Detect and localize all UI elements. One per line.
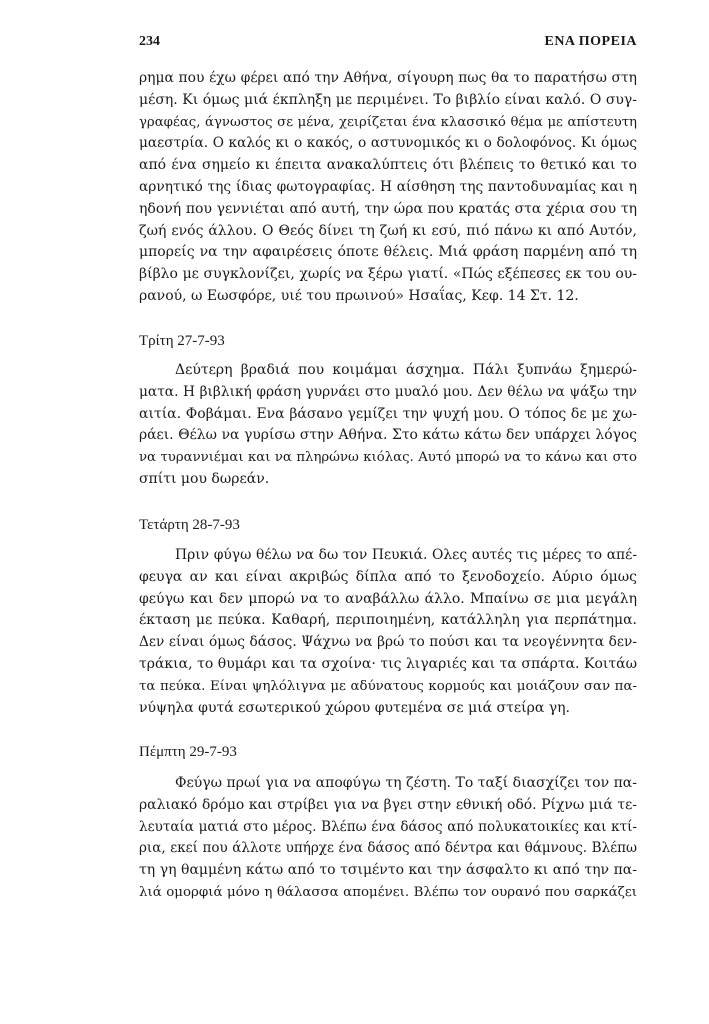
- text-line: λευταία ματιά στο μέρος. Βλέπω ένα δάσος από πολυκατοικίες και κτί-: [139, 818, 637, 835]
- text-line: ζωή ενός άλλου. Ο Θεός δίνει τη ζωή κι εσύ, πιό πάνω κι από Αυτόν,: [139, 222, 637, 239]
- text-line: φευγα αν και είναι ακριβώς δίπλα από το ξενοδοχείο. Αύριο όμως: [139, 568, 637, 585]
- text-line: να τυραννιέμαι και να πληρώνω κιόλας. Αυτό μπορώ να το κάνω και στο: [139, 450, 637, 466]
- running-head: [139, 34, 637, 54]
- text-line: από ένα σημείο κι έπειτα ανακαλύπτεις ότι βλέπεις το θετικό και το: [139, 157, 637, 174]
- continuation-paragraph: [139, 68, 637, 308]
- text-line: τη γη θαμμένη κάτω από το τσιμέντο και την άσφαλτο κι από την πα-: [139, 862, 637, 879]
- entry-date-heading: Τετάρτη 28-7-93: [139, 517, 240, 533]
- text-line: Φεύγω πρωί για να αποφύγω τη ζέστη. Το ταξί διασχίζει τον πα-: [175, 775, 637, 791]
- text-line: ματα. Η βιβλική φράση γυρνάει στο μυαλό μου. Δεν θέλω να ψάξω την: [139, 383, 637, 400]
- text-line: ηδονή που γεννιέται από αυτή, την ώρα που κρατάς στα χέρια σου τη: [139, 200, 637, 217]
- page-number: 234: [139, 34, 160, 49]
- diary-entry: [139, 545, 637, 719]
- text-line: Πριν φύγω θέλω να δω τον Πευκιά. Ολες αυτές τις μέρες το απέ-: [175, 547, 637, 563]
- text-line: αρνητικό της ίδιας φωτογραφίας. Η αίσθηση της παντοδυναμίας και η: [139, 178, 637, 195]
- text-line: ρια, εκεί που άλλοτε υπήρχε ένα δάσος από δέντρα και θάμνους. Βλέπω: [139, 840, 637, 857]
- text-line: Δεν είναι όμως δάσος. Ψάχνω να βρώ το πούσι και τα νεογέννητα δεν-: [139, 634, 637, 651]
- text-line: σπίτι μου δωρεάν.: [139, 470, 270, 487]
- text-line: μπορείς να την αφαιρέσεις όποτε θέλεις. Μιά φράση παρμένη από τη: [139, 244, 637, 261]
- text-line: έκταση με πεύκα. Καθαρή, περιποιημένη, κατάλληλη για περπάτημα.: [139, 612, 637, 629]
- entry-date-heading: Τρίτη 27-7-93: [139, 333, 225, 349]
- diary-entry: [139, 773, 637, 904]
- text-line: μαεστρία. Ο καλός κι ο κακός, ο αστυνομικός κι ο δολοφόνος. Κι όμως: [139, 135, 637, 152]
- text-line: γραφέας, άγνωστος σε μένα, χειρίζεται ένα κλασσικό θέμα με απίστευτη: [139, 114, 637, 130]
- text-line: ράει. Θέλω να γυρίσω στην Αθήνα. Στο κάτω κάτω δεν υπάρχει λόγος: [139, 427, 637, 444]
- text-line: τα πεύκα. Είναι ψηλόλιγνα με αδύνατους κορμούς και μοιάζουν σαν πα-: [139, 678, 637, 694]
- book-title: ΕΝΑ ΠΟΡΕΙΑ: [544, 34, 637, 49]
- text-line: τράκια, το θυμάρι και τα σχοίνα· τις λιγαριές και τα σπάρτα. Κοιτάω: [139, 655, 637, 672]
- text-line: ρημα που έχω φέρει από την Αθήνα, σίγουρη πως θα το παρατήσω στη: [139, 70, 637, 86]
- entry-date-heading: Πέμπτη 29-7-93: [139, 744, 237, 760]
- text-line: φεύγω και δεν μπορώ να το αναβάλλω άλλο. Μπαίνω σε μια μεγάλη: [139, 590, 637, 607]
- text-line: βίβλο με συγκλονίζει, χωρίς να ξέρω γιατί. «Πώς εξέπεσες εκ του ου-: [139, 266, 637, 283]
- diary-entry: [139, 360, 637, 491]
- text-line: Δεύτερη βραδιά που κοιμάμαι άσχημα. Πάλι ξυπνάω ξημερώ-: [175, 362, 637, 378]
- text-line: μέση. Κι όμως μιά έκπληξη με περιμένει. Το βιβλίο είναι καλό. Ο συγ-: [139, 91, 637, 108]
- text-line: ρανού, ω Εωσφόρε, υιέ του πρωινού» Ησαΐας, Κεφ. 14 Στ. 12.: [139, 287, 579, 304]
- text-line: νύψηλα φυτά εσωτερικού χώρου φυτεμένα σε μιά στείρα γη.: [139, 699, 570, 716]
- text-line: αιτία. Φοβάμαι. Ενα βάσανο γεμίζει την ψυχή μου. Ο τόπος δε με χω-: [139, 405, 637, 422]
- text-line: ραλιακό δρόμο και στρίβει για να βγει στην εθνική οδό. Ρίχνω μιά τε-: [139, 796, 637, 813]
- text-line: λιά ομορφιά μόνο η θάλασσα απομένει. Βλέπω τον ουρανό που σαρκάζει: [139, 884, 637, 900]
